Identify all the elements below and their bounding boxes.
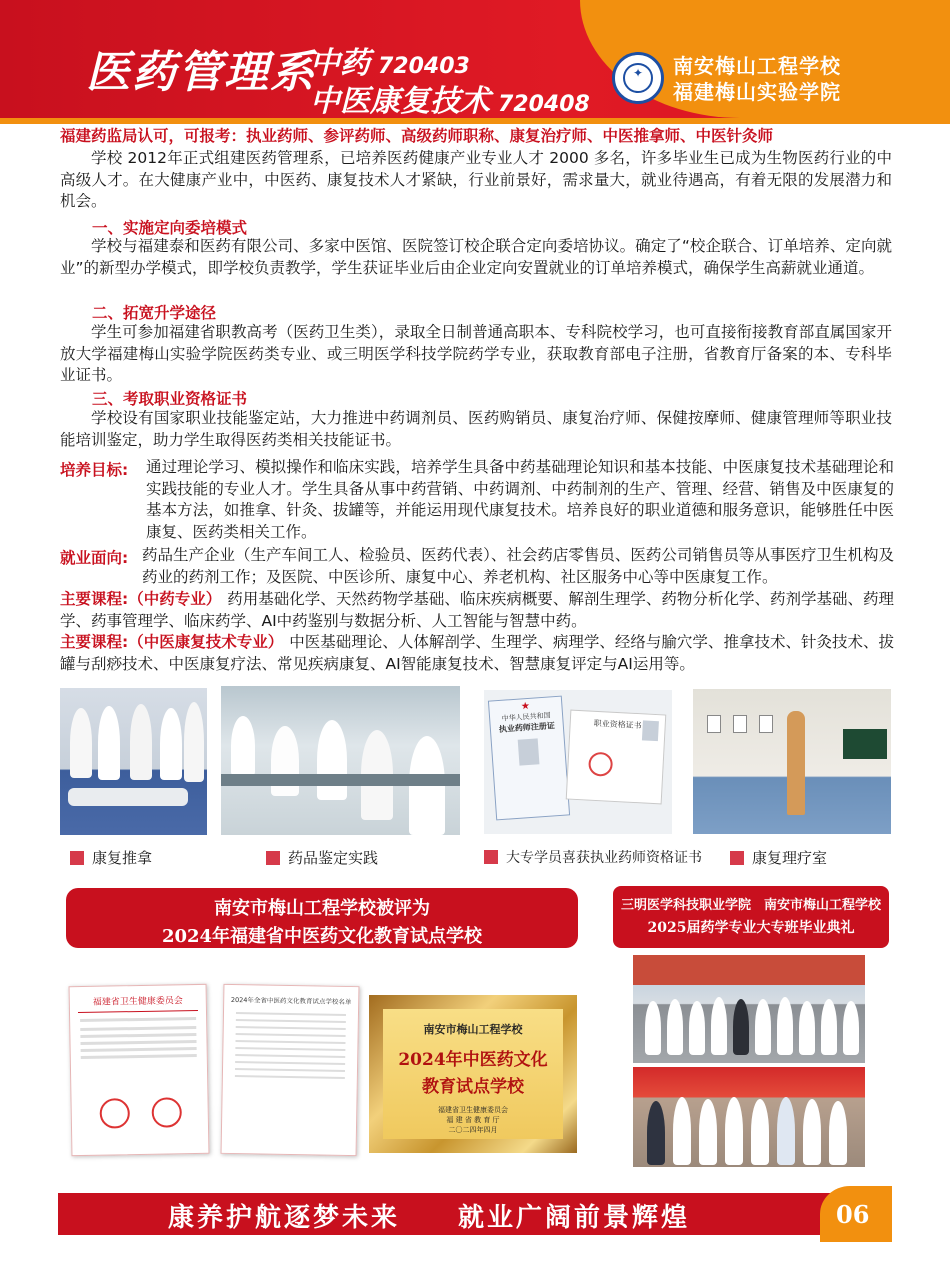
plaque-issuer2: 福 建 省 教 育 厅 <box>446 1116 500 1124</box>
award-banner-line1: 南安市梅山工程学校被评为 <box>214 898 430 919</box>
plaque-date: 二〇二四年四月 <box>448 1126 498 1134</box>
footer-slogan: 康养护航逐梦未来 就业广阔前景辉煌 <box>168 1203 691 1233</box>
cert-right-title: 职业资格证书 <box>593 718 642 731</box>
plaque-line1: 2024年中医药文化 <box>398 1050 548 1070</box>
courses-text: 中医基础理论、人体解剖学、生理学、病理学、经络与腧穴学、推拿技术、针灸技术、拔罐与刮痧技术、中医康复疗法、常见疾病康复、AI智能康复技术、智慧康复评定与AI运用等。 <box>60 633 894 673</box>
doc1-title: 福建省卫生健康委员会 <box>92 996 183 1008</box>
section-body-2: 学生可参加福建省职教高考（医药卫生类），录取全日制普通高职本、专科院校学习，也可直接衔接教育部直属国家开放大学福建梅山实验学院医药类专业、或三明医学科技学院药学专业，获取教育部电子注册，省教育厅备案的本、专科毕业证书。 <box>60 323 892 384</box>
caption-3: 大专学员喜获执业药师资格证书 <box>484 847 702 867</box>
award-document-2 <box>221 984 360 1156</box>
section-title-3: 三、考取职业资格证书 <box>92 390 248 408</box>
courses-label: 主要课程: <box>60 590 129 608</box>
courses-label: 主要课程: <box>60 633 129 651</box>
training-goal-text: 通过理论学习、模拟操作和临床实践，培养学生具备中药基础理论知识和基本技能、中医康复技术基础理论和实践技能的专业人才。学生具备从事中药营销、中药调剂、中药制剂的生产、管理、经营、销售及中医康复的基本方法，如推拿、针灸、拔罐等，并能运用现代康复技术。培养良好的职业道德和服务意识，能够胜任中医康复、医药类相关工作。 <box>146 458 894 541</box>
caption-marker-icon <box>266 851 280 865</box>
school-logo-icon: ✦ <box>612 52 664 104</box>
employment-text: 药品生产企业（生产车间工人、检验员、医药代表）、社会药店零售员、医药公司销售员等从事医疗卫生机构及药业的药剂工作；及医院、中医诊所、康复中心、养老机构、社区服务中心等中医康复工作。 <box>142 546 894 586</box>
graduation-banner <box>613 886 889 948</box>
section-title-1: 一、实施定向委培模式 <box>92 219 248 237</box>
graduation-photo-2 <box>633 1067 865 1167</box>
doc2-title: 2024年全省中医药文化教育试点学校名单 <box>230 995 352 1007</box>
section-body-3: 学校设有国家职业技能鉴定站，大力推进中药调剂员、医药购销员、康复治疗师、保健按摩师、健康管理师等职业技能培训鉴定，助力学生取得医药类相关技能证书。 <box>60 409 892 449</box>
courses-tcm <box>60 589 894 632</box>
award-plaque <box>369 995 577 1153</box>
major-2: 中医康复技术 720408 <box>310 84 590 119</box>
photo-certificates <box>484 690 672 834</box>
courses-tag: （中药专业） <box>128 590 222 608</box>
plaque-issuer1: 福建省卫生健康委员会 <box>438 1106 508 1114</box>
plaque-line2: 教育试点学校 <box>422 1077 524 1097</box>
caption-2: 药品鉴定实践 <box>266 847 378 868</box>
award-document-1 <box>69 984 210 1156</box>
caption-marker-icon <box>730 851 744 865</box>
school-name-1: 南安梅山工程学校 <box>673 54 841 78</box>
cert-left-subtitle: 执业药师注册证 <box>498 721 556 735</box>
certification-line: 福建药监局认可，可报考：执业药师、参评药师、高级药师职称、康复治疗师、中医推拿师、中医针灸师 <box>60 127 774 145</box>
cert-left-title: 中华人民共和国 <box>501 711 551 723</box>
photo-drug-identification <box>221 686 460 835</box>
award-banner <box>66 888 578 948</box>
caption-marker-icon <box>484 850 498 864</box>
section-title-2: 二、拓宽升学途径 <box>92 304 217 322</box>
plaque-school: 南安市梅山工程学校 <box>423 1023 523 1036</box>
caption-4: 康复理疗室 <box>730 847 827 868</box>
training-goal-label: 培养目标: <box>60 461 129 479</box>
page-number: 06 <box>836 1200 870 1229</box>
courses-rehab <box>60 632 894 675</box>
graduation-banner-line1: 三明医学科技职业学院 南安市梅山工程学校 <box>620 898 881 913</box>
section-body-1: 学校与福建泰和医药有限公司、多家中医馆、医院签订校企联合定向委培协议。确定了“校企联合、订单培养、定向就业”的新型办学模式，即学校负责教学，学生获证毕业后由企业定向安置就业的订单培养模式，确保学生高薪就业通道。 <box>60 237 892 277</box>
photo-massage <box>60 688 207 835</box>
courses-tag: （中医康复技术专业） <box>128 633 284 651</box>
intro-paragraph: 学校 2012年正式组建医药管理系，已培养医药健康产业专业人才 2000 多名，许多毕业生已成为生物医药行业的中高级人才。在大健康产业中，中医药、康复技术人才紧缺，行业前景好，需求量大，就业待遇高，有着无限的发展潜力和机会。 <box>60 149 892 210</box>
award-banner-line2: 2024年福建省中医药文化教育试点学校 <box>161 926 483 947</box>
department-title: 医药管理系 <box>86 47 316 98</box>
employment-label: 就业面向: <box>60 549 129 567</box>
graduation-banner-line2: 2025届药学专业大专班毕业典礼 <box>647 920 855 936</box>
school-name-2: 福建梅山实验学院 <box>673 80 841 104</box>
caption-1: 康复推拿 <box>70 847 152 868</box>
photo-therapy-room <box>693 689 891 834</box>
caption-marker-icon <box>70 851 84 865</box>
courses-text: 药用基础化学、天然药物学基础、临床疾病概要、解剖生理学、药物分析化学、药剂学基础、药理学、药事管理学、临床药学、AI中药鉴别与数据分析、人工智能与智慧中药。 <box>60 590 894 630</box>
emblem-icon: ★ <box>520 700 531 713</box>
major-1: 中药 720403 <box>310 46 470 81</box>
graduation-photo-1 <box>633 955 865 1063</box>
